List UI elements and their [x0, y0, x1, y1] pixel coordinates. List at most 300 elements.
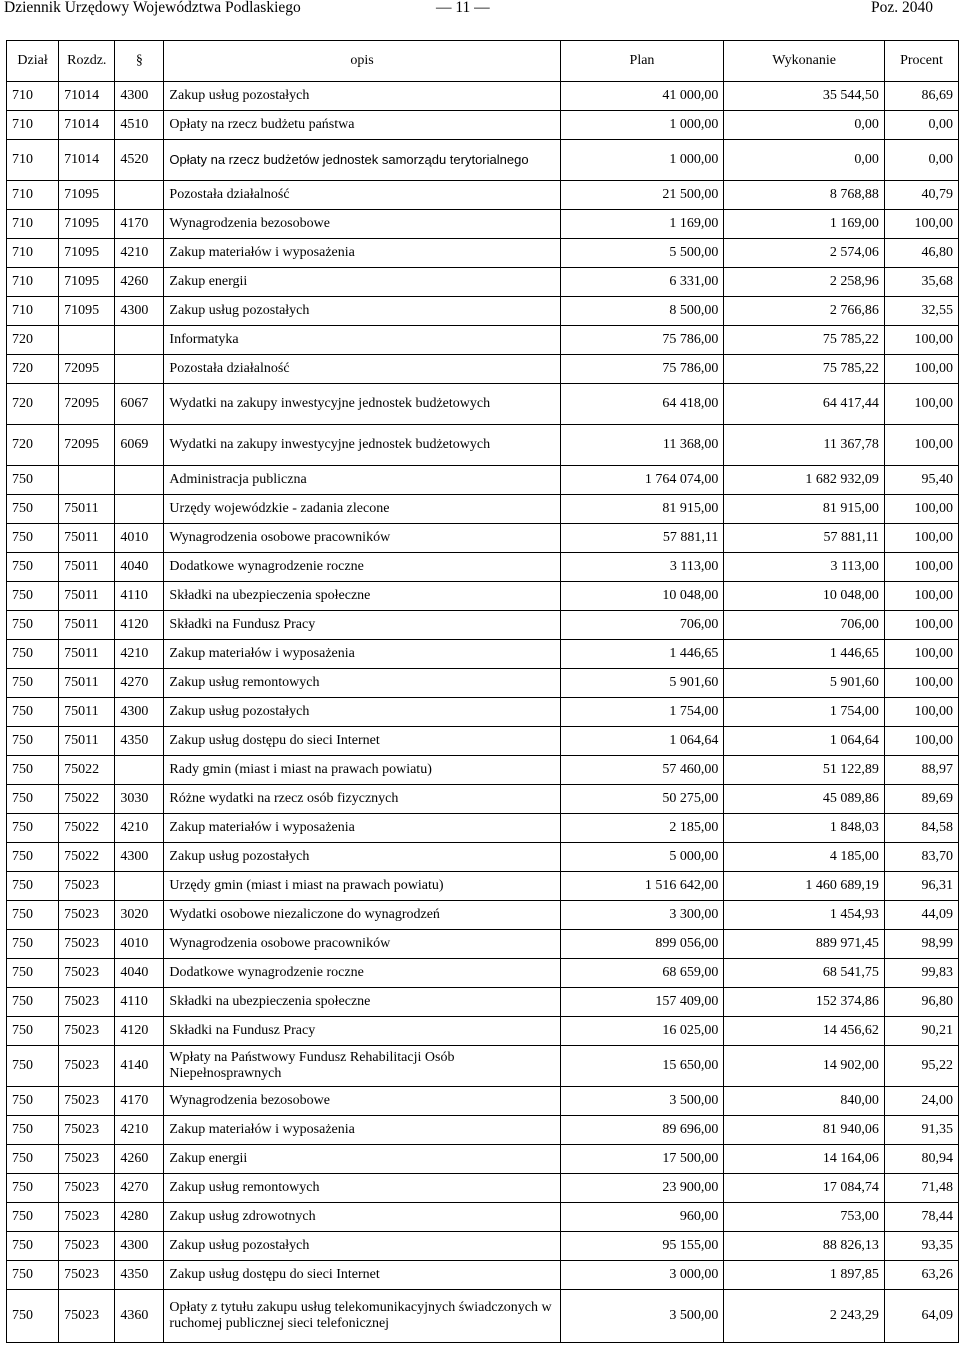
cell-plan: 57 881,11 [560, 524, 724, 553]
cell-dzial: 750 [7, 582, 59, 611]
cell-plan: 17 500,00 [560, 1145, 724, 1174]
cell-paragraph: 4300 [115, 698, 164, 727]
cell-rozdz: 71095 [59, 297, 115, 326]
cell-rozdz: 75023 [59, 1232, 115, 1261]
cell-wykonanie: 2 574,06 [724, 239, 885, 268]
table-row [7, 210, 959, 239]
table-row [7, 466, 959, 495]
cell-paragraph: 4260 [115, 1145, 164, 1174]
cell-rozdz: 75023 [59, 1174, 115, 1203]
cell-paragraph: 3020 [115, 901, 164, 930]
cell-opis: Składki na Fundusz Pracy [164, 611, 560, 640]
cell-dzial: 750 [7, 1203, 59, 1232]
cell-wykonanie: 1 682 932,09 [724, 466, 885, 495]
cell-plan: 64 418,00 [560, 384, 724, 425]
cell-procent: 64,09 [884, 1290, 958, 1343]
cell-dzial: 750 [7, 611, 59, 640]
cell-plan: 89 696,00 [560, 1116, 724, 1145]
table-row [7, 181, 959, 210]
cell-rozdz: 75023 [59, 1145, 115, 1174]
cell-wykonanie: 10 048,00 [724, 582, 885, 611]
cell-paragraph [115, 326, 164, 355]
cell-procent: 98,99 [884, 930, 958, 959]
cell-dzial: 750 [7, 1290, 59, 1343]
cell-paragraph: 4170 [115, 1087, 164, 1116]
cell-plan: 1 754,00 [560, 698, 724, 727]
cell-rozdz: 71095 [59, 210, 115, 239]
cell-procent: 96,31 [884, 872, 958, 901]
cell-opis: Urzędy wojewódzkie - zadania zlecone [164, 495, 560, 524]
cell-procent: 100,00 [884, 698, 958, 727]
cell-rozdz: 75023 [59, 959, 115, 988]
table-row [7, 640, 959, 669]
cell-rozdz: 71014 [59, 111, 115, 140]
cell-rozdz [59, 466, 115, 495]
cell-paragraph: 4350 [115, 727, 164, 756]
cell-plan: 16 025,00 [560, 1017, 724, 1046]
table-row [7, 901, 959, 930]
cell-procent: 100,00 [884, 669, 958, 698]
cell-paragraph: 4210 [115, 1116, 164, 1145]
cell-plan: 1 000,00 [560, 111, 724, 140]
cell-dzial: 710 [7, 239, 59, 268]
cell-plan: 2 185,00 [560, 814, 724, 843]
page-header [0, 0, 960, 22]
cell-rozdz: 75023 [59, 1017, 115, 1046]
cell-paragraph: 4350 [115, 1261, 164, 1290]
cell-rozdz: 75023 [59, 901, 115, 930]
cell-plan: 1 064,64 [560, 727, 724, 756]
cell-rozdz: 75011 [59, 524, 115, 553]
cell-procent: 44,09 [884, 901, 958, 930]
cell-procent: 100,00 [884, 640, 958, 669]
cell-wykonanie: 14 456,62 [724, 1017, 885, 1046]
cell-rozdz: 71014 [59, 82, 115, 111]
cell-plan: 960,00 [560, 1203, 724, 1232]
cell-procent: 90,21 [884, 1017, 958, 1046]
table-row [7, 1017, 959, 1046]
table-header-row [7, 41, 959, 82]
cell-paragraph: 4040 [115, 959, 164, 988]
cell-plan: 81 915,00 [560, 495, 724, 524]
col-header-wykonanie: Wykonanie [724, 41, 885, 82]
cell-procent: 100,00 [884, 384, 958, 425]
table-row [7, 582, 959, 611]
cell-opis: Dodatkowe wynagrodzenie roczne [164, 553, 560, 582]
cell-procent: 46,80 [884, 239, 958, 268]
cell-paragraph: 4040 [115, 553, 164, 582]
cell-dzial: 750 [7, 1046, 59, 1087]
table-row [7, 297, 959, 326]
cell-opis: Wydatki na zakupy inwestycyjne jednostek budżetowych [164, 384, 560, 425]
cell-opis: Zakup usług pozostałych [164, 1232, 560, 1261]
cell-wykonanie: 75 785,22 [724, 355, 885, 384]
cell-paragraph [115, 466, 164, 495]
cell-paragraph: 4300 [115, 843, 164, 872]
cell-opis: Zakup usług pozostałych [164, 843, 560, 872]
cell-opis: Dodatkowe wynagrodzenie roczne [164, 959, 560, 988]
cell-procent: 78,44 [884, 1203, 958, 1232]
cell-wykonanie: 14 902,00 [724, 1046, 885, 1087]
cell-procent: 100,00 [884, 355, 958, 384]
cell-plan: 1 000,00 [560, 140, 724, 181]
table-row [7, 814, 959, 843]
table-row [7, 495, 959, 524]
cell-plan: 3 500,00 [560, 1087, 724, 1116]
table-row [7, 524, 959, 553]
cell-procent: 40,79 [884, 181, 958, 210]
cell-rozdz: 75023 [59, 1203, 115, 1232]
table-row [7, 1232, 959, 1261]
cell-dzial: 710 [7, 297, 59, 326]
cell-paragraph: 4110 [115, 582, 164, 611]
cell-opis: Zakup usług zdrowotnych [164, 1203, 560, 1232]
cell-dzial: 750 [7, 698, 59, 727]
cell-plan: 1 516 642,00 [560, 872, 724, 901]
cell-plan: 706,00 [560, 611, 724, 640]
cell-procent: 100,00 [884, 582, 958, 611]
cell-dzial: 750 [7, 1232, 59, 1261]
cell-paragraph [115, 495, 164, 524]
cell-rozdz: 75023 [59, 872, 115, 901]
table-row [7, 756, 959, 785]
cell-paragraph: 4140 [115, 1046, 164, 1087]
cell-paragraph: 4210 [115, 640, 164, 669]
cell-plan: 5 000,00 [560, 843, 724, 872]
cell-wykonanie: 152 374,86 [724, 988, 885, 1017]
cell-wykonanie: 17 084,74 [724, 1174, 885, 1203]
cell-plan: 11 368,00 [560, 425, 724, 466]
cell-procent: 89,69 [884, 785, 958, 814]
cell-procent: 80,94 [884, 1145, 958, 1174]
cell-procent: 63,26 [884, 1261, 958, 1290]
cell-paragraph: 4210 [115, 814, 164, 843]
cell-procent: 24,00 [884, 1087, 958, 1116]
cell-rozdz: 75011 [59, 698, 115, 727]
cell-procent: 0,00 [884, 111, 958, 140]
cell-opis: Składki na ubezpieczenia społeczne [164, 988, 560, 1017]
cell-paragraph: 6067 [115, 384, 164, 425]
table-row [7, 239, 959, 268]
cell-opis: Wydatki na zakupy inwestycyjne jednostek budżetowych [164, 425, 560, 466]
cell-wykonanie: 4 185,00 [724, 843, 885, 872]
cell-paragraph: 6069 [115, 425, 164, 466]
table-row [7, 268, 959, 297]
cell-rozdz: 71095 [59, 268, 115, 297]
cell-paragraph: 4210 [115, 239, 164, 268]
cell-paragraph: 4010 [115, 524, 164, 553]
cell-procent: 100,00 [884, 326, 958, 355]
cell-plan: 75 786,00 [560, 326, 724, 355]
cell-procent: 100,00 [884, 553, 958, 582]
cell-procent: 95,40 [884, 466, 958, 495]
cell-wykonanie: 57 881,11 [724, 524, 885, 553]
cell-opis: Różne wydatki na rzecz osób fizycznych [164, 785, 560, 814]
cell-rozdz: 75023 [59, 1116, 115, 1145]
cell-rozdz: 75011 [59, 640, 115, 669]
cell-opis: Opłaty z tytułu zakupu usług telekomunikacyjnych świadczonych w ruchomej publicznej sieci telefonicznej [164, 1290, 560, 1343]
cell-paragraph: 4120 [115, 1017, 164, 1046]
cell-paragraph: 4260 [115, 268, 164, 297]
cell-wykonanie: 1 454,93 [724, 901, 885, 930]
page-number: — 11 — [436, 0, 490, 16]
table-row [7, 1203, 959, 1232]
cell-rozdz: 75011 [59, 553, 115, 582]
cell-plan: 95 155,00 [560, 1232, 724, 1261]
cell-dzial: 720 [7, 355, 59, 384]
table-row [7, 384, 959, 425]
table-row [7, 82, 959, 111]
cell-opis: Wynagrodzenia bezosobowe [164, 1087, 560, 1116]
cell-wykonanie: 889 971,45 [724, 930, 885, 959]
table-row [7, 698, 959, 727]
cell-plan: 6 331,00 [560, 268, 724, 297]
cell-wykonanie: 1 446,65 [724, 640, 885, 669]
cell-dzial: 750 [7, 843, 59, 872]
cell-procent: 100,00 [884, 495, 958, 524]
cell-opis: Wynagrodzenia osobowe pracowników [164, 524, 560, 553]
table-row [7, 988, 959, 1017]
cell-rozdz: 75022 [59, 843, 115, 872]
cell-plan: 75 786,00 [560, 355, 724, 384]
cell-wykonanie: 2 243,29 [724, 1290, 885, 1343]
cell-opis: Zakup usług pozostałych [164, 297, 560, 326]
table-row [7, 1145, 959, 1174]
cell-wykonanie: 1 064,64 [724, 727, 885, 756]
cell-plan: 15 650,00 [560, 1046, 724, 1087]
cell-procent: 84,58 [884, 814, 958, 843]
cell-plan: 5 500,00 [560, 239, 724, 268]
cell-dzial: 710 [7, 140, 59, 181]
cell-dzial: 750 [7, 959, 59, 988]
cell-dzial: 750 [7, 756, 59, 785]
cell-wykonanie: 68 541,75 [724, 959, 885, 988]
cell-rozdz: 75023 [59, 930, 115, 959]
cell-procent: 91,35 [884, 1116, 958, 1145]
table-row [7, 1174, 959, 1203]
table-row [7, 425, 959, 466]
cell-opis: Pozostała działalność [164, 355, 560, 384]
cell-opis: Składki na Fundusz Pracy [164, 1017, 560, 1046]
cell-wykonanie: 35 544,50 [724, 82, 885, 111]
table-row [7, 1116, 959, 1145]
cell-rozdz: 71014 [59, 140, 115, 181]
table-row [7, 111, 959, 140]
cell-wykonanie: 1 169,00 [724, 210, 885, 239]
cell-rozdz: 72095 [59, 355, 115, 384]
cell-paragraph: 3030 [115, 785, 164, 814]
cell-procent: 100,00 [884, 425, 958, 466]
cell-plan: 41 000,00 [560, 82, 724, 111]
cell-dzial: 750 [7, 988, 59, 1017]
cell-dzial: 750 [7, 669, 59, 698]
cell-dzial: 710 [7, 111, 59, 140]
cell-plan: 68 659,00 [560, 959, 724, 988]
cell-opis: Pozostała działalność [164, 181, 560, 210]
cell-paragraph: 4010 [115, 930, 164, 959]
cell-dzial: 710 [7, 210, 59, 239]
cell-dzial: 750 [7, 495, 59, 524]
table-row [7, 785, 959, 814]
cell-rozdz: 75011 [59, 582, 115, 611]
cell-paragraph: 4510 [115, 111, 164, 140]
cell-wykonanie: 45 089,86 [724, 785, 885, 814]
cell-opis: Wynagrodzenia bezosobowe [164, 210, 560, 239]
journal-title: Dziennik Urzędowy Województwa Podlaskiego [4, 0, 301, 16]
cell-paragraph: 4170 [115, 210, 164, 239]
cell-plan: 10 048,00 [560, 582, 724, 611]
table-row [7, 872, 959, 901]
cell-paragraph: 4300 [115, 297, 164, 326]
table-row [7, 553, 959, 582]
cell-plan: 1 446,65 [560, 640, 724, 669]
cell-dzial: 750 [7, 930, 59, 959]
table-row [7, 355, 959, 384]
cell-opis: Wydatki osobowe niezaliczone do wynagrodzeń [164, 901, 560, 930]
cell-wykonanie: 1 897,85 [724, 1261, 885, 1290]
table-row [7, 843, 959, 872]
col-header-rozdz: Rozdz. [59, 41, 115, 82]
cell-opis: Zakup materiałów i wyposażenia [164, 239, 560, 268]
cell-opis: Zakup usług dostępu do sieci Internet [164, 727, 560, 756]
cell-wykonanie: 11 367,78 [724, 425, 885, 466]
cell-opis: Składki na ubezpieczenia społeczne [164, 582, 560, 611]
cell-opis: Zakup materiałów i wyposażenia [164, 1116, 560, 1145]
cell-plan: 1 764 074,00 [560, 466, 724, 495]
cell-opis: Administracja publiczna [164, 466, 560, 495]
cell-dzial: 750 [7, 814, 59, 843]
cell-wykonanie: 1 754,00 [724, 698, 885, 727]
cell-wykonanie: 51 122,89 [724, 756, 885, 785]
cell-paragraph: 4120 [115, 611, 164, 640]
cell-plan: 1 169,00 [560, 210, 724, 239]
cell-dzial: 750 [7, 1174, 59, 1203]
cell-opis: Zakup energii [164, 1145, 560, 1174]
cell-procent: 88,97 [884, 756, 958, 785]
cell-procent: 71,48 [884, 1174, 958, 1203]
position-number: Poz. 2040 [871, 0, 933, 16]
cell-paragraph [115, 872, 164, 901]
cell-rozdz: 75011 [59, 669, 115, 698]
cell-rozdz: 75022 [59, 756, 115, 785]
cell-plan: 23 900,00 [560, 1174, 724, 1203]
cell-procent: 93,35 [884, 1232, 958, 1261]
cell-plan: 50 275,00 [560, 785, 724, 814]
cell-dzial: 750 [7, 466, 59, 495]
cell-wykonanie: 5 901,60 [724, 669, 885, 698]
cell-procent: 35,68 [884, 268, 958, 297]
cell-rozdz: 71095 [59, 239, 115, 268]
cell-wykonanie: 1 460 689,19 [724, 872, 885, 901]
cell-procent: 95,22 [884, 1046, 958, 1087]
cell-opis: Zakup energii [164, 268, 560, 297]
cell-plan: 21 500,00 [560, 181, 724, 210]
cell-dzial: 720 [7, 384, 59, 425]
cell-paragraph: 4300 [115, 1232, 164, 1261]
table-row [7, 140, 959, 181]
cell-opis: Wpłaty na Państwowy Fundusz Rehabilitacji Osób Niepełnosprawnych [164, 1046, 560, 1087]
cell-rozdz: 75023 [59, 1290, 115, 1343]
cell-opis: Zakup usług pozostałych [164, 82, 560, 111]
cell-dzial: 750 [7, 1087, 59, 1116]
cell-wykonanie: 0,00 [724, 140, 885, 181]
cell-wykonanie: 2 258,96 [724, 268, 885, 297]
cell-procent: 100,00 [884, 210, 958, 239]
cell-plan: 8 500,00 [560, 297, 724, 326]
cell-plan: 3 113,00 [560, 553, 724, 582]
cell-opis: Opłaty na rzecz budżetu państwa [164, 111, 560, 140]
cell-paragraph: 4110 [115, 988, 164, 1017]
cell-dzial: 750 [7, 640, 59, 669]
cell-paragraph [115, 181, 164, 210]
cell-dzial: 720 [7, 425, 59, 466]
cell-rozdz: 72095 [59, 384, 115, 425]
table-body [7, 82, 959, 1343]
table-row [7, 1087, 959, 1116]
cell-opis: Zakup usług remontowych [164, 1174, 560, 1203]
cell-rozdz [59, 326, 115, 355]
cell-wykonanie: 840,00 [724, 1087, 885, 1116]
cell-dzial: 750 [7, 727, 59, 756]
cell-opis: Wynagrodzenia osobowe pracowników [164, 930, 560, 959]
cell-paragraph: 4270 [115, 1174, 164, 1203]
cell-opis: Informatyka [164, 326, 560, 355]
cell-wykonanie: 3 113,00 [724, 553, 885, 582]
budget-table [6, 40, 959, 1343]
cell-opis: Urzędy gmin (miast i miast na prawach powiatu) [164, 872, 560, 901]
cell-plan: 5 901,60 [560, 669, 724, 698]
cell-wykonanie: 1 848,03 [724, 814, 885, 843]
cell-paragraph [115, 756, 164, 785]
cell-dzial: 750 [7, 785, 59, 814]
cell-rozdz: 75023 [59, 1087, 115, 1116]
cell-dzial: 750 [7, 1261, 59, 1290]
cell-wykonanie: 88 826,13 [724, 1232, 885, 1261]
cell-opis: Zakup usług remontowych [164, 669, 560, 698]
cell-opis: Zakup materiałów i wyposażenia [164, 814, 560, 843]
cell-plan: 3 300,00 [560, 901, 724, 930]
cell-plan: 3 500,00 [560, 1290, 724, 1343]
table-row [7, 611, 959, 640]
cell-procent: 86,69 [884, 82, 958, 111]
cell-plan: 157 409,00 [560, 988, 724, 1017]
cell-dzial: 710 [7, 181, 59, 210]
cell-wykonanie: 14 164,06 [724, 1145, 885, 1174]
cell-rozdz: 75011 [59, 611, 115, 640]
cell-dzial: 750 [7, 1145, 59, 1174]
cell-plan: 57 460,00 [560, 756, 724, 785]
cell-opis: Zakup materiałów i wyposażenia [164, 640, 560, 669]
cell-wykonanie: 0,00 [724, 111, 885, 140]
cell-wykonanie: 8 768,88 [724, 181, 885, 210]
cell-rozdz: 75023 [59, 1046, 115, 1087]
col-header-dzial: Dział [7, 41, 59, 82]
cell-dzial: 750 [7, 1017, 59, 1046]
cell-procent: 100,00 [884, 727, 958, 756]
cell-opis: Zakup usług dostępu do sieci Internet [164, 1261, 560, 1290]
cell-procent: 96,80 [884, 988, 958, 1017]
cell-procent: 32,55 [884, 297, 958, 326]
cell-paragraph: 4360 [115, 1290, 164, 1343]
cell-wykonanie: 81 940,06 [724, 1116, 885, 1145]
cell-rozdz: 75023 [59, 988, 115, 1017]
cell-rozdz: 75022 [59, 814, 115, 843]
cell-dzial: 710 [7, 82, 59, 111]
cell-procent: 100,00 [884, 611, 958, 640]
col-header-paragraph: § [115, 41, 164, 82]
col-header-plan: Plan [560, 41, 724, 82]
table-row [7, 727, 959, 756]
